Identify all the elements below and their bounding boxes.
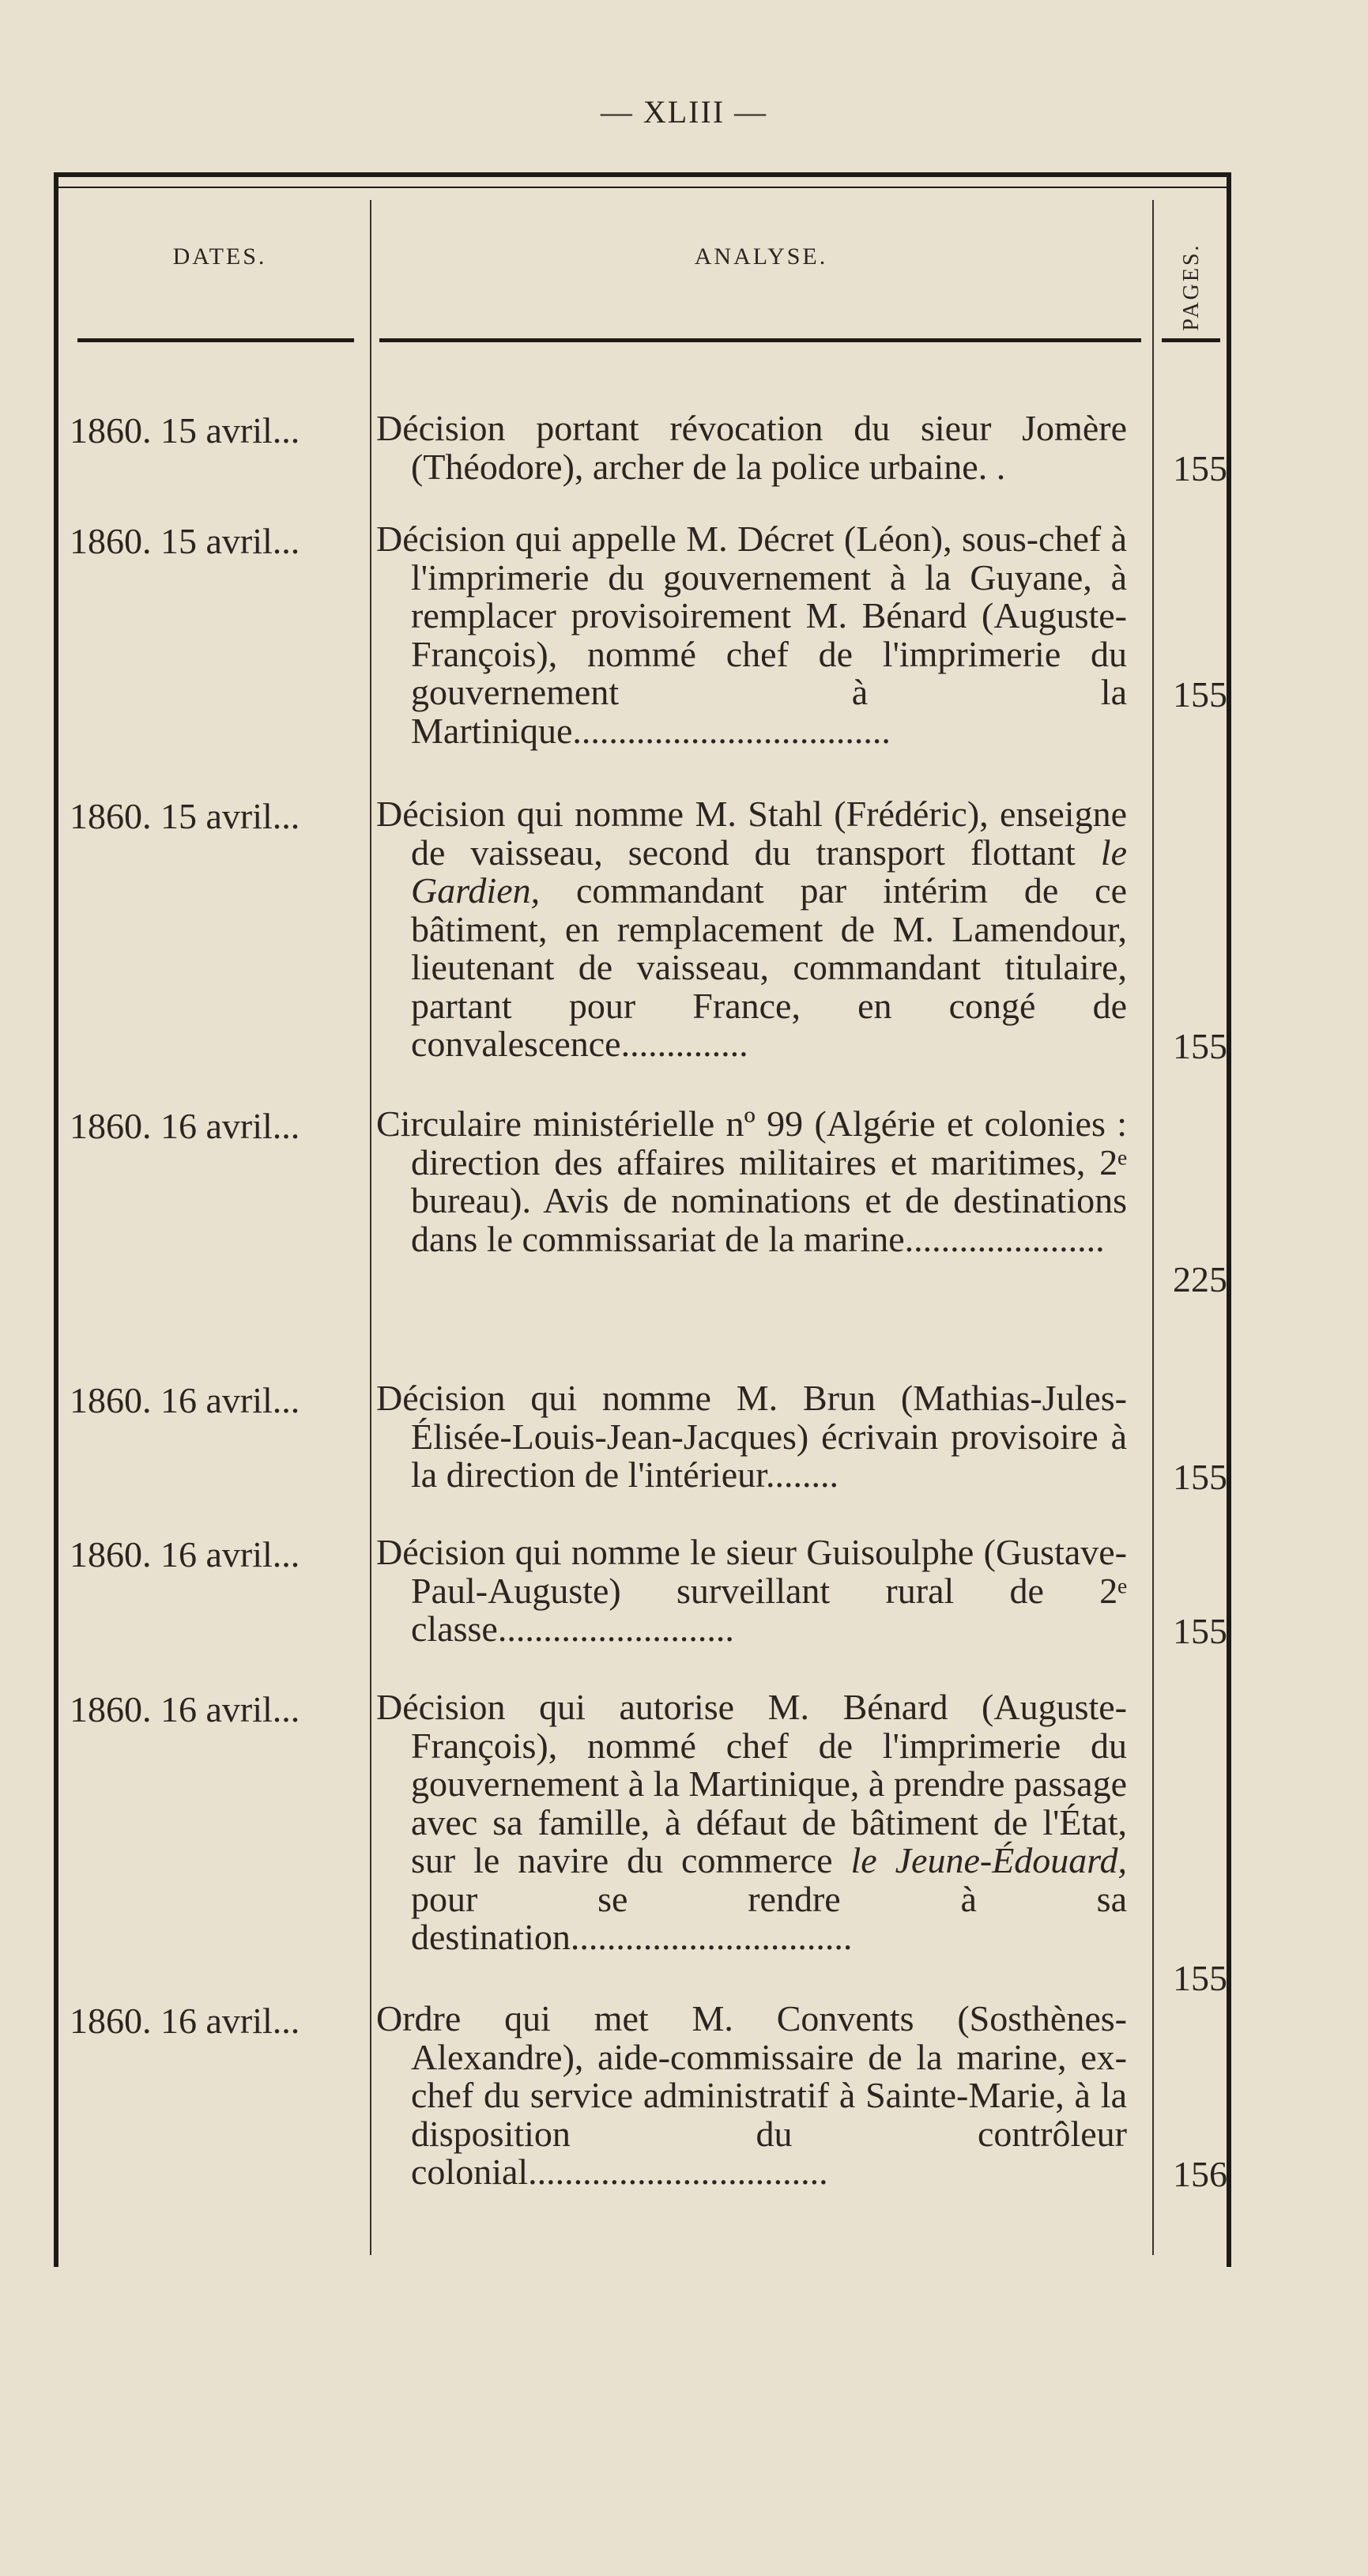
entry-date: 1860. 15 avril... [70, 410, 300, 451]
entry-analysis: Décision portant révocation du sieur Jomère (Théodore), archer de la police urbaine. . [376, 408, 1127, 487]
entry-page: 156 [1173, 2154, 1227, 2194]
table-left-border [54, 172, 58, 2267]
entry-page: 155 [1173, 1457, 1227, 1497]
entry-page: 225 [1173, 1259, 1227, 1299]
entry-page: 155 [1173, 674, 1227, 715]
entry-analysis: Décision qui autorise M. Bénard (Auguste-François), nommé chef de l'imprimerie du gouvernement à la Martinique, à prendre passage avec sa famille, à défaut de bâtiment de l'État, sur le navire du commerce le Jeune-Édouard, pour se rendre à sa destination............................... [376, 1687, 1127, 1957]
entry-analysis: Décision qui nomme M. Stahl (Frédéric), enseigne de vaisseau, second du transport flottant le Gardien, commandant par intérim de ce bâtiment, en remplacement de M. Lamendour, lieutenant de vaisseau, commandant titulaire, partant pour France, en congé de convalescence.............. [376, 794, 1127, 1064]
column-divider-dates [370, 200, 371, 2255]
page-header: — XLIII — [600, 94, 768, 130]
entry-page: 155 [1173, 448, 1227, 488]
entry-analysis: Décision qui nomme le sieur Guisoulphe (Gustave-Paul-Auguste) surveillant rural de 2ᵉ classe.......................... [376, 1532, 1127, 1649]
entry-page: 155 [1173, 1026, 1227, 1066]
column-header-pages: PAGES. [1179, 243, 1204, 331]
entry-date: 1860. 15 avril... [70, 521, 300, 561]
index-table [54, 172, 1231, 2267]
entry-page: 155 [1173, 1611, 1227, 1651]
header-rule-dates [77, 338, 354, 342]
entry-analysis: Décision qui nomme M. Brun (Mathias-Jules-Élisée-Louis-Jean-Jacques) écrivain provisoire à la direction de l'intérieur........ [376, 1378, 1127, 1495]
entry-date: 1860. 16 avril... [70, 1380, 300, 1420]
entry-date: 1860. 16 avril... [70, 1689, 300, 1729]
header-rule-analyse [379, 338, 1141, 342]
table-top-rule-thin [54, 187, 1231, 188]
entry-date: 1860. 16 avril... [70, 1534, 300, 1575]
entry-date: 1860. 15 avril... [70, 796, 300, 836]
entry-analysis: Circulaire ministérielle nº 99 (Algérie et colonies : direction des affaires militaires et maritimes, 2ᵉ bureau). Avis de nominations et de destinations dans le commissariat de la marine...................... [376, 1103, 1127, 1259]
entry-date: 1860. 16 avril... [70, 1106, 300, 1146]
column-divider-pages [1152, 200, 1154, 2255]
entry-date: 1860. 16 avril... [70, 2001, 300, 2041]
entry-analysis: Ordre qui met M. Convents (Sosthènes-Alexandre), aide-commissaire de la marine, ex-chef du service administratif à Sainte-Marie, à la disposition du contrôleur colonial................................. [376, 1998, 1127, 2192]
header-rule-pages [1162, 338, 1220, 342]
table-top-rule [54, 172, 1231, 177]
entry-page: 155 [1173, 1958, 1227, 1998]
column-header-analyse: ANALYSE. [694, 243, 828, 270]
column-header-dates: DATES. [172, 243, 267, 270]
entry-analysis: Décision qui appelle M. Décret (Léon), sous-chef à l'imprimerie du gouvernement à la Guyane, à remplacer provisoirement M. Bénard (Auguste-François), nommé chef de l'imprimerie du gouvernement à la Martinique................................... [376, 519, 1127, 751]
